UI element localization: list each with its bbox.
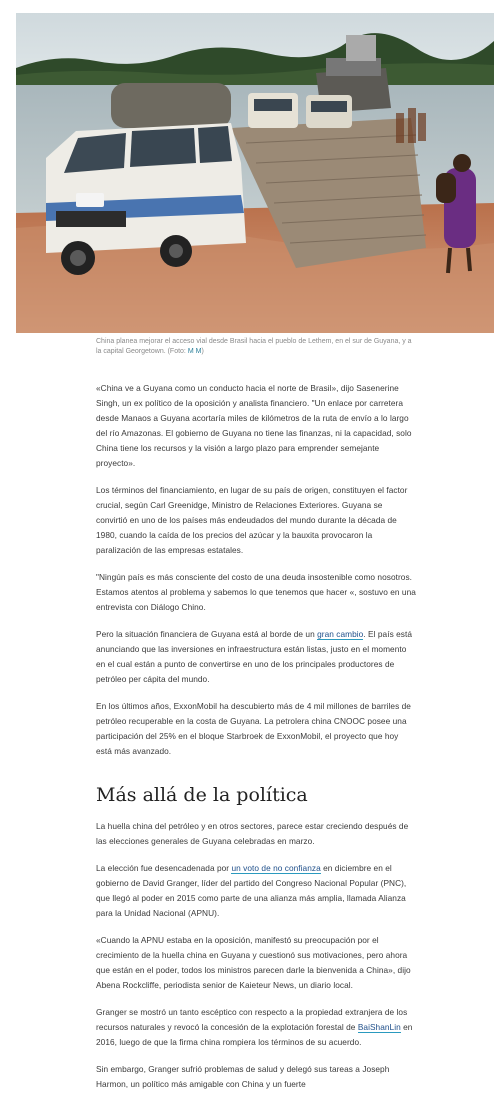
paragraph-9: [96, 1005, 416, 1050]
paragraph-6: La huella china del petróleo y en otros sectores, parece estar creciendo después de las elecciones generales de Guyana celebradas en marzo.: [96, 821, 409, 846]
paragraph-7-text-a: La elección fue desencadenada por: [96, 863, 232, 873]
article-photo: [16, 13, 494, 333]
gran-cambio-link[interactable]: gran cambio: [317, 629, 364, 639]
caption-close: ): [201, 348, 204, 355]
article-body: [96, 381, 416, 1104]
section-heading: Más allá de la política: [96, 784, 308, 806]
paragraph-7: [96, 861, 416, 921]
photo-caption: [96, 337, 416, 357]
paragraph-3: "Ningún país es más consciente del costo de una deuda insostenible como nosotros. Estamos atentos al problema y sabemos lo que tenemos que hacer «, sostuvo en una entrevista con Diálogo Chino.: [96, 572, 416, 612]
paragraph-2: Los términos del financiamiento, en lugar de su país de origen, constituyen el factor crucial, según Carl Greenidge, Ministro de Relaciones Exteriores. Guyana se convirtió en uno de los países más endeudados del mundo durante la década de 1980, cuando la caída de los precios del azúcar y la bauxita provocaron la paralización de las empresas estatales.: [96, 485, 408, 555]
paragraph-7-text-b: en diciembre en el gobierno de David Granger, líder del partido del Congreso Nacional Popular (PNC), que llegó al poder en 2015 como parte de una alianza más amplia, llamada Alianza para la Unidad Nacional (APNU).: [96, 863, 407, 918]
ferry-crossing-illustration: [16, 13, 494, 333]
paragraph-8: «Cuando la APNU estaba en la oposición, manifestó su preocupación por el crecimiento de la huella china en Guyana y cuestionó sus motivaciones, pero ahora que están en el poder, todos los ministros parecen darle la bienvenida a China», dijo Abena Rockcliffe, periodista senior de Kaieteur News, un diario local.: [96, 935, 411, 990]
caption-text: China planea mejorar el acceso vial desde Brasil hacia el pueblo de Lethem, en el sur de Guyana, y a la capital Georgetown. (Foto:: [96, 338, 412, 355]
paragraph-5: En los últimos años, ExxonMobil ha descubierto más de 4 mil millones de barriles de petróleo recuperable en la costa de Guyana. La petrolera china CNOOC posee una participación del 25% en el bloque Starbroek de ExxonMobil, el proyecto que hoy está más avanzado.: [96, 701, 411, 756]
voto-no-confianza-link[interactable]: un voto de no confianza: [231, 863, 321, 873]
paragraph-4-text-a: Pero la situación financiera de Guyana está al borde de un: [96, 629, 318, 639]
paragraph-9-text-a: Granger se mostró un tanto escéptico con respecto a la propiedad extranjera de los recursos naturales y revocó la concesión de la explotación forestal de: [96, 1007, 408, 1032]
paragraph-9-text-b: en 2016, luego de que la firma china rompiera los términos de su acuerdo.: [96, 1022, 413, 1047]
paragraph-10: Sin embargo, Granger sufrió problemas de salud y delegó sus tareas a Joseph Harmon, un político más amigable con China y un fuerte: [96, 1064, 390, 1089]
baishanlin-link[interactable]: BaiShanLin: [357, 1022, 401, 1032]
paragraph-4: [96, 627, 416, 687]
photo-credit-link[interactable]: M M: [187, 348, 202, 355]
paragraph-4-text-b: . El país está anunciando que las inversiones en infraestructura están listas, justo en el momento en el cual están a punto de convertirse en uno de los principales productores de petróleo per cápita del mundo.: [96, 629, 413, 684]
paragraph-1: «China ve a Guyana como un conducto hacia el norte de Brasil», dijo Sasenerine Singh, un ex político de la oposición y analista financiero. "Un enlace por carretera desde Manaos a Guyana acortaría miles de kilómetros de la ruta de envío a lo largo del río Amazonas. El gobierno de Guyana no tiene las finanzas, ni la capacidad, solo China tiene los recursos y la visión a largo plazo para emprender semejante proyecto».: [96, 383, 412, 468]
